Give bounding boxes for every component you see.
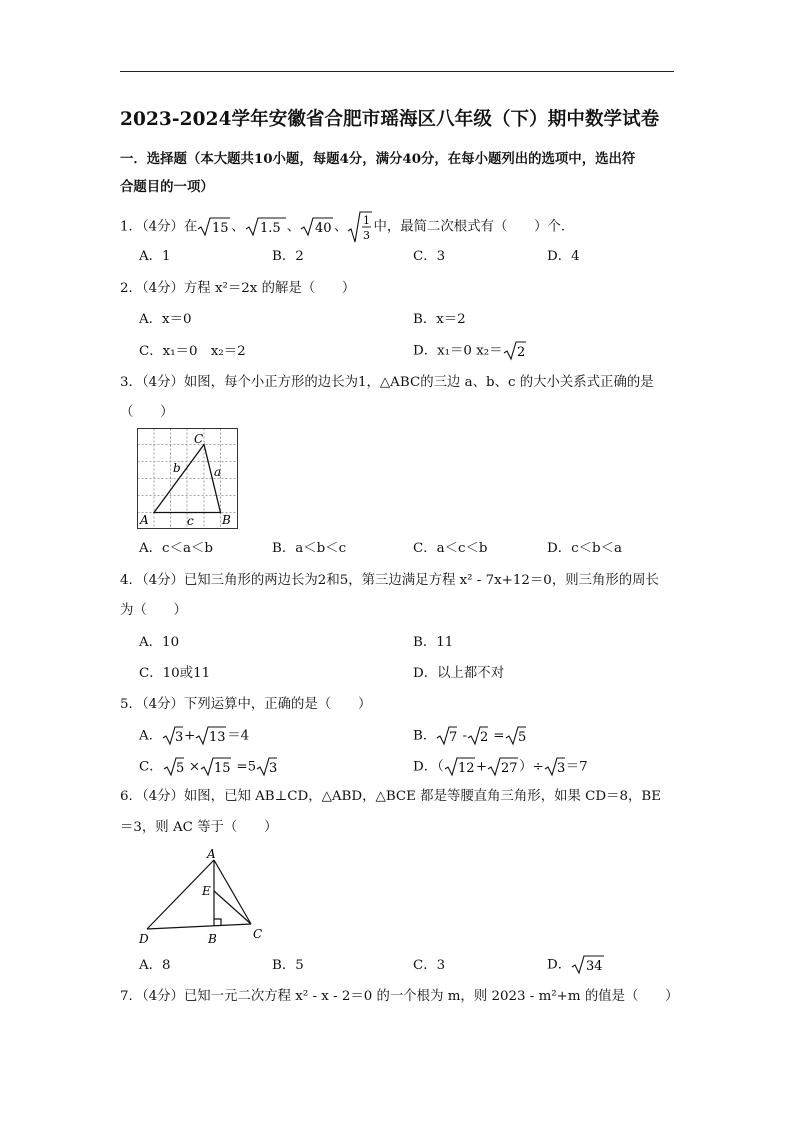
svg-text:3: 3 [363,229,371,242]
q4-option-c[interactable]: C．10或11 [139,666,211,681]
section-heading-line1: 一．选择题（本大题共10小题，每题4分，满分40分，在每小题列出的选项中，选出符 [120,151,636,167]
q1-option-d[interactable]: D．4 [547,249,580,264]
svg-text:5: 5 [517,730,526,745]
q4-option-b[interactable]: B．11 [413,635,454,650]
sqrt-3 [544,756,566,778]
q2-option-b[interactable]: B．x＝2 [413,312,466,327]
svg-text:5: 5 [175,761,184,776]
q4-option-d[interactable]: D．以上都不对 [413,666,505,681]
q3-label-C: C [194,432,204,446]
q5-option-c[interactable]: C． 5 × 15 =5 3 [139,756,278,778]
question-3-line2: （ ） [120,405,174,420]
svg-text:13: 13 [209,730,226,745]
svg-text:2: 2 [516,345,525,360]
q6-label-C: C [253,927,263,941]
question-6-line1: 6．（4分）如图，已知 AB⊥CD，△ABD，△BCE 都是等腰直角三角形，如果 CD＝8，BE [120,789,662,804]
sqrt-one-third [347,210,373,244]
svg-text:15: 15 [214,761,231,776]
q3-option-b[interactable]: B．a＜b＜c [272,541,347,556]
q6-label-E: E [202,884,211,898]
question-4-line2: 为（ ） [120,603,187,618]
svg-text:1: 1 [363,214,371,227]
sqrt-27 [487,756,519,778]
svg-text:34: 34 [586,959,603,974]
q6-option-a[interactable]: A．8 [139,958,171,973]
svg-text:3: 3 [556,761,565,776]
q6-label-D: D [139,932,149,946]
sqrt-34 [571,954,605,976]
q6-label-B: B [208,932,217,946]
q1-option-c[interactable]: C．3 [413,249,446,264]
sqrt-15 [197,216,231,238]
question-4-line1: 4．（4分）已知三角形的两边长为2和5，第三边满足方程 x² - 7x+12＝0，则三角形的周长 [120,573,659,588]
q5-option-b[interactable]: B． 7 - 2 = 5 [413,725,527,747]
q3-option-c[interactable]: C．a＜c＜b [413,541,488,556]
sqrt-2 [503,340,527,362]
svg-text:3: 3 [269,761,278,776]
sqrt-12 [444,756,476,778]
sqrt-1-5 [245,216,287,238]
q4-option-a[interactable]: A．10 [139,635,180,650]
question-6-line2: ＝3，则 AC 等于（ ） [120,820,278,835]
q1-option-a[interactable]: A．1 [139,249,171,264]
q3-label-a: a [214,465,222,479]
sqrt-5 [163,756,185,778]
sqrt-5 [505,725,527,747]
q2-option-a[interactable]: A．x＝0 [139,312,192,327]
question-2: 2．（4分）方程 x²＝2x 的解是（ ） [120,281,356,296]
svg-text:12: 12 [457,761,475,776]
q3-label-c: c [187,514,194,528]
header-rule [120,71,674,72]
sqrt-3 [162,725,184,747]
q5-option-a[interactable]: A． 3 + 13 ＝4 [139,725,249,747]
svg-text:3: 3 [175,730,184,745]
q5-option-d[interactable]: D．（ 12 + 27 ）÷ 3 ＝7 [413,756,588,778]
sqrt-40 [300,216,334,238]
sqrt-7 [436,725,458,747]
svg-text:7: 7 [449,730,458,745]
q1-suffix: 中，最简二次根式有（ ）个． [373,219,575,235]
sqrt-3 [256,756,278,778]
svg-text:1.5: 1.5 [259,221,281,236]
q1-option-b[interactable]: B．2 [272,249,304,264]
q3-grid-figure [137,428,241,532]
section-heading-line2: 合题目的一项） [120,179,214,195]
q3-option-d[interactable]: D．c＜b＜a [547,541,622,556]
sqrt-15 [200,756,232,778]
sqrt-2 [467,725,489,747]
q3-label-B: B [222,513,231,527]
q6-option-b[interactable]: B．5 [272,958,304,973]
q6-option-d[interactable]: D． 34 [547,954,605,976]
q1-prefix: 1．（4分）在 [120,219,198,235]
question-3-line1: 3．（4分）如图，每个小正方形的边长为1，△ABC的三边 a、b、c 的大小关系式正确的是 [120,375,654,390]
q6-triangle-figure [135,846,275,948]
sqrt-13 [195,725,227,747]
svg-text:2: 2 [480,730,489,745]
question-7: 7．（4分）已知一元二次方程 x² - x - 2＝0 的一个根为 m，则 2023 - m²+m 的值是（ ） [120,989,679,1004]
question-5: 5．（4分）下列运算中，正确的是（ ） [120,697,372,712]
q3-label-A: A [140,513,149,527]
svg-text:27: 27 [501,761,518,776]
q6-option-c[interactable]: C．3 [413,958,446,973]
q2-option-c[interactable]: C．x₁＝0 x₂＝2 [139,344,246,359]
svg-text:40: 40 [315,221,332,236]
q3-option-a[interactable]: A．c＜a＜b [139,541,213,556]
q2-option-d[interactable]: D．x₁＝0 x₂＝ 2 [413,340,527,362]
question-1: 1．（4分）在 15 、 1.5 、 40 、 1 3 中，最简二次根式有（ ）个． [120,210,680,244]
svg-text:15: 15 [212,221,229,236]
page-title: 2023-2024学年安徽省合肥市瑶海区八年级（下）期中数学试卷 [120,109,660,130]
q3-label-b: b [173,461,181,475]
q6-label-A: A [207,847,216,861]
